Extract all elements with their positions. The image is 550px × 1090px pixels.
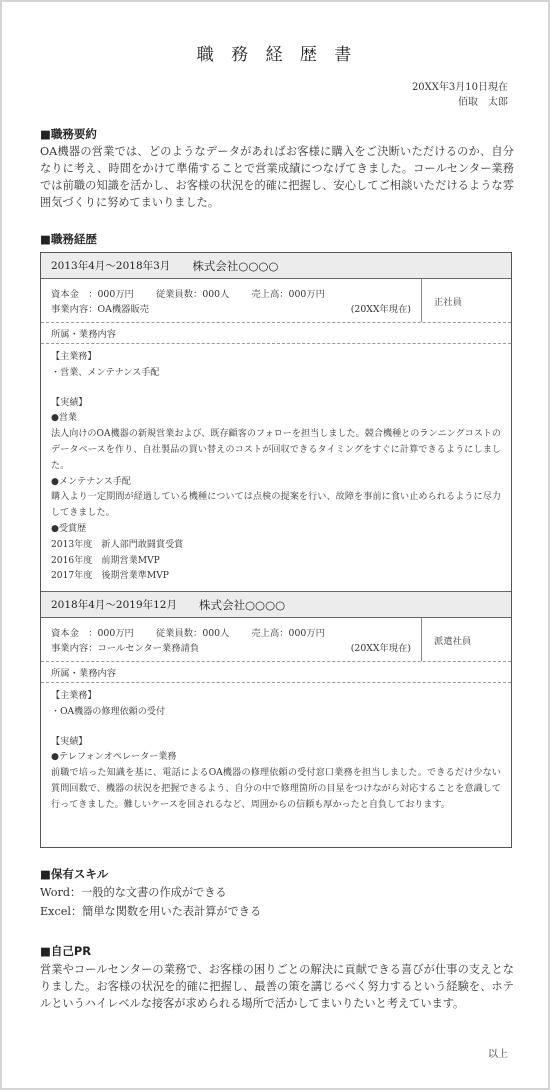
applicant-name: 佰取 太郎 bbox=[458, 97, 508, 108]
job-as-of: (20XX年現在) bbox=[350, 304, 411, 315]
document-date: 20XX年3月10日現在 bbox=[411, 82, 508, 93]
date-name-block bbox=[412, 80, 508, 110]
operator-heading: ●テレフォンオペレーター業務 bbox=[51, 752, 177, 763]
job-header bbox=[41, 592, 511, 618]
job-header bbox=[41, 253, 511, 279]
job-body bbox=[41, 344, 511, 592]
pr-text: 営業やコールセンターの業務で、お客様の困りごとの解決に貢献できる喜びが仕事の支えとなりました。お客様の状況を的確に把握し、最善の策を講じるべく努力するという経験を、ホテルというハイレベルな接客が求められる場所で活かしてまいりたいと考えています。 bbox=[40, 963, 514, 1010]
job-company: 株式会社○○○○ bbox=[199, 597, 286, 612]
pr-heading: ■自己PR bbox=[40, 944, 92, 958]
job-period: 2018年4月～2019年12月 bbox=[51, 599, 177, 611]
summary-heading: ■職務要約 bbox=[40, 127, 97, 141]
job-business-line bbox=[51, 302, 411, 317]
job-company-stats bbox=[51, 626, 411, 641]
awards-heading: ●受賞歴 bbox=[51, 523, 87, 534]
job-dept-label: 所属・業務内容 bbox=[41, 662, 511, 683]
job-period: 2013年4月～2018年3月 bbox=[51, 260, 171, 272]
duties-text: ・営業、メンテナンス手配 bbox=[51, 367, 160, 378]
award-item: 2013年度 新人部門敢闘賞受賞 bbox=[51, 539, 184, 550]
results-heading: 【実績】 bbox=[51, 736, 88, 747]
results-heading: 【実績】 bbox=[51, 397, 88, 408]
job-body bbox=[41, 683, 511, 820]
job-capital: 資本金 ：000万円 bbox=[51, 289, 134, 300]
maintenance-text: 購入より一定期間が経過している機種については点検の提案を行い、故障を事前に食い止められるように尽力してきました。 bbox=[51, 492, 501, 519]
award-item: 2017年度 後期営業準MVP bbox=[51, 571, 169, 582]
job-info bbox=[41, 618, 511, 662]
maintenance-heading: ●メンテナンス手配 bbox=[51, 476, 131, 487]
job-business: 事業内容：OA機器販売 bbox=[51, 304, 150, 315]
duties-heading: 【主業務】 bbox=[51, 352, 97, 362]
job-info-main bbox=[41, 618, 421, 661]
job-business-line bbox=[51, 641, 411, 656]
job-sales: 売上高：000万円 bbox=[251, 289, 325, 300]
job-employees: 従業員数：000人 bbox=[155, 289, 230, 300]
duties-text: ・OA機器の修理依頼の受付 bbox=[51, 706, 166, 717]
sales-text: 法人向けのOA機器の新規営業および、既存顧客のフォローを担当しました。競合機種とのランニングコストのデータベースを作り、自社製品の買い替えのコストが回収できるタイミングをすぐに計算できるようにしました。 bbox=[51, 429, 501, 471]
employment-type: 正社員 bbox=[421, 279, 511, 322]
skill-item: Word：一般的な文書の作成ができる bbox=[40, 886, 227, 899]
job-info bbox=[41, 279, 511, 323]
job-company: 株式会社○○○○ bbox=[192, 258, 279, 273]
job-company-stats bbox=[51, 287, 411, 302]
history-table bbox=[40, 252, 512, 848]
document-title: 職 務 経 歴 書 bbox=[196, 45, 358, 65]
job-capital: 資本金 ：000万円 bbox=[51, 628, 134, 639]
job-sales: 売上高：000万円 bbox=[251, 628, 325, 639]
summary-text: OA機器の営業では、どのようなデータがあればお客様に購入をご決断いただけるのか、自分なりに考え、時間をかけて準備することで営業成績につなげてきました。コールセンター業務では前職の知識を活かし、お客様の状況を的確に把握し、安心してご相談いただけるような雰囲気づくりに努めてまいりました。 bbox=[40, 145, 514, 209]
history-heading: ■職務経歴 bbox=[40, 232, 97, 246]
award-item: 2016年度 前期営業MVP bbox=[51, 555, 160, 566]
duties-heading: 【主業務】 bbox=[51, 691, 97, 701]
job-business: 事業内容：コールセンター業務請負 bbox=[51, 643, 200, 654]
employment-type: 派遣社員 bbox=[421, 618, 511, 661]
skill-item: Excel：簡単な関数を用いた表計算ができる bbox=[40, 905, 262, 918]
sales-heading: ●営業 bbox=[51, 413, 78, 424]
operator-text: 前職で培った知識を基に、電話によるOA機器の修理依頼の受付窓口業務を担当しました。できるだけ少ない質問回数で、機器の状況を把握できるよう、自分の中で修理箇所の目星をつけながら対応することを意識して行ってきました。難しいケースを回されるなど、周囲からの信頼も厚かったと自負しております。 bbox=[51, 768, 501, 810]
job-as-of: (20XX年現在) bbox=[350, 643, 411, 654]
skills-heading: ■保有スキル bbox=[40, 867, 109, 881]
end-mark: 以上 bbox=[488, 1049, 508, 1060]
job-info-main bbox=[41, 279, 421, 322]
job-employees: 従業員数：000人 bbox=[155, 628, 230, 639]
job-dept-label: 所属・業務内容 bbox=[41, 323, 511, 344]
